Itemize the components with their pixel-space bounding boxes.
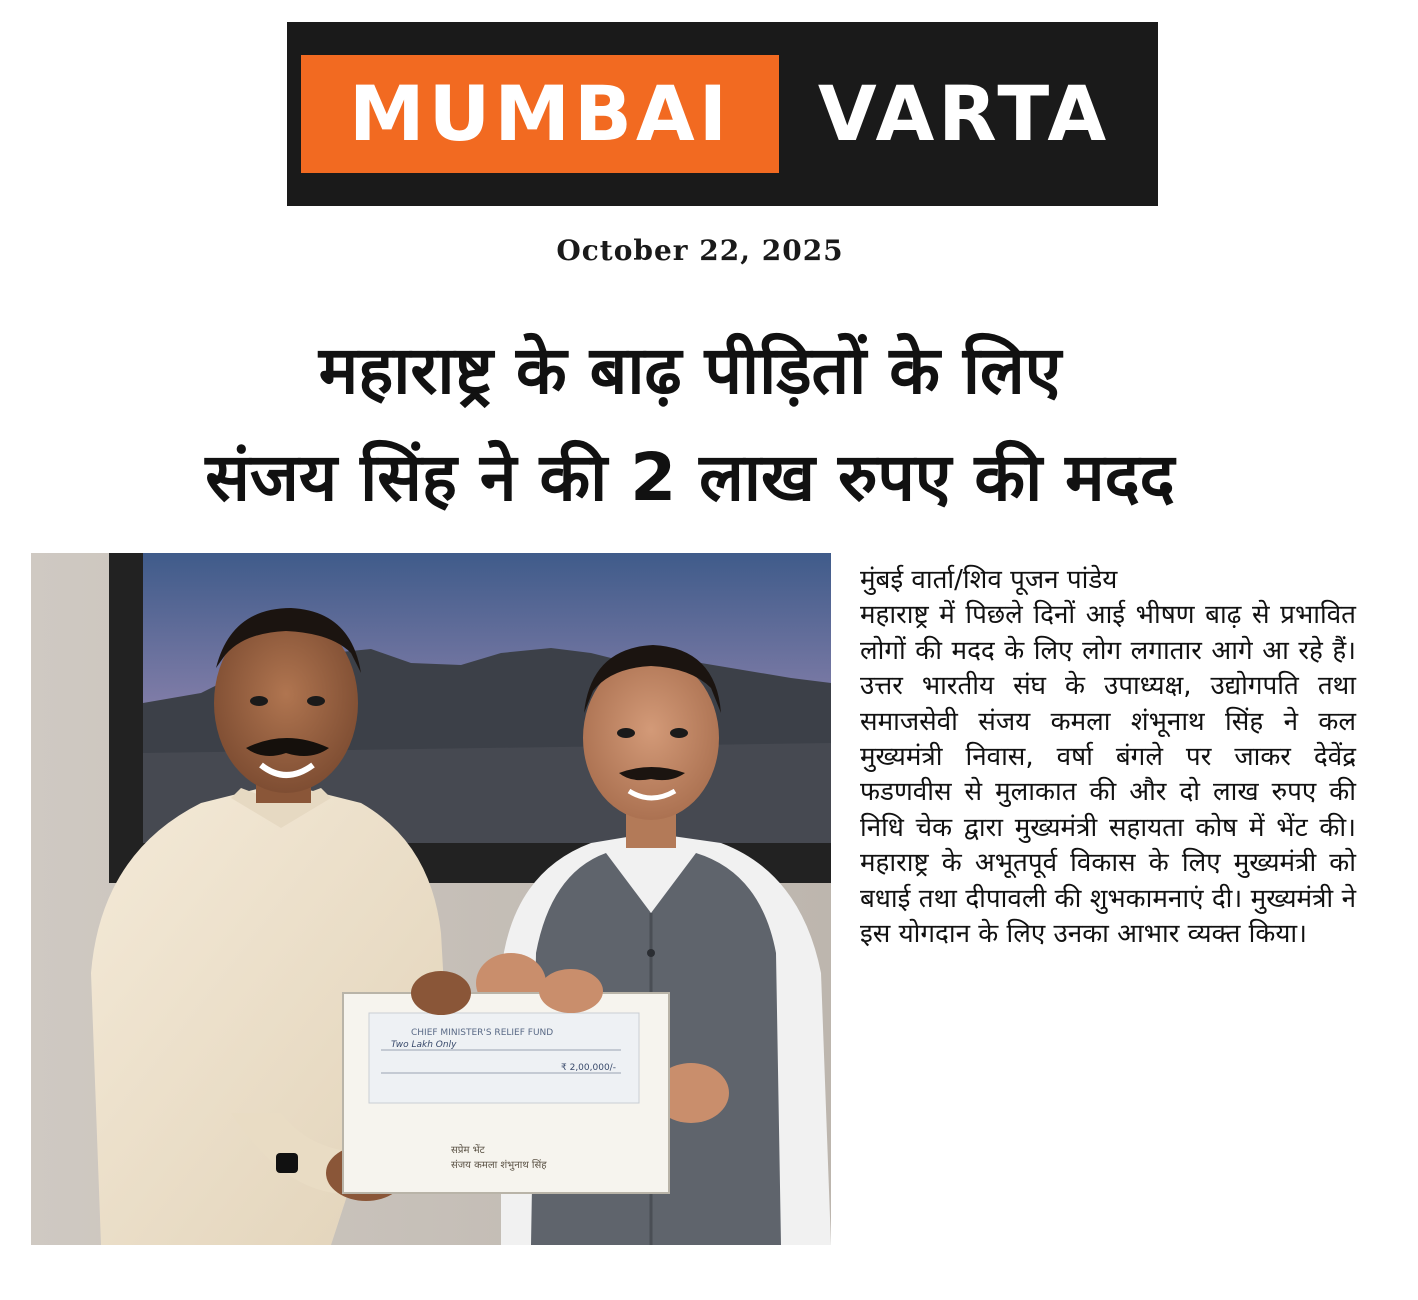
masthead-logo xyxy=(287,22,1158,206)
news-photo xyxy=(31,553,831,1245)
photo-illustration xyxy=(31,553,831,1245)
masthead-word-varta: VARTA xyxy=(817,69,1111,158)
cheque-inscription-2: संजय कमला शंभुनाथ सिंह xyxy=(451,1160,547,1171)
masthead-orange-block xyxy=(301,55,779,173)
cheque-amount-words: Two Lakh Only xyxy=(391,1040,457,1050)
article-byline: मुंबई वार्ता/शिव पूजन पांडेय xyxy=(860,565,1118,595)
headline-line-1: महाराष्ट्र के बाढ़ पीड़ितों के लिए xyxy=(318,332,1062,409)
headline-line-2: संजय सिंह ने की 2 लाख रुपए की मदद xyxy=(205,439,1175,516)
article-text: महाराष्ट्र में पिछले दिनों आई भीषण बाढ़ से प्रभावित लोगों की मदद के लिए लोग लगातार आगे आ रहे हैं। उत्तर भारतीय संघ के उपाध्यक्ष, उद्योगपति तथा समाजसेवी संजय कमला शंभूनाथ सिंह ने कल मुख्यमंत्री निवास, वर्षा बंगले पर जाकर देवेंद्र फडणवीस से मुलाकात की और दो लाख रुपए की निधि चेक द्वारा मुख्यमंत्री सहायता कोष में भेंट की। महाराष्ट्र के अभूतपूर्व विकास के लिए मुख्यमंत्री को बधाई तथा दीपावली की शुभकामनाएं दी। मुख्यमंत्री ने इस योगदान के लिए उनका आभार व्यक्त किया। xyxy=(860,600,1356,950)
publication-date: October 22, 2025 xyxy=(556,234,844,267)
article-body xyxy=(860,563,1356,952)
cheque-amount: ₹ 2,00,000/- xyxy=(561,1063,616,1073)
masthead-dark-block xyxy=(779,55,1149,173)
cheque-title: CHIEF MINISTER'S RELIEF FUND xyxy=(411,1028,554,1038)
cheque-inscription-1: सप्रेम भेंट xyxy=(451,1145,485,1156)
cheque-board xyxy=(343,993,669,1193)
masthead-word-mumbai: MUMBAI xyxy=(349,69,731,158)
